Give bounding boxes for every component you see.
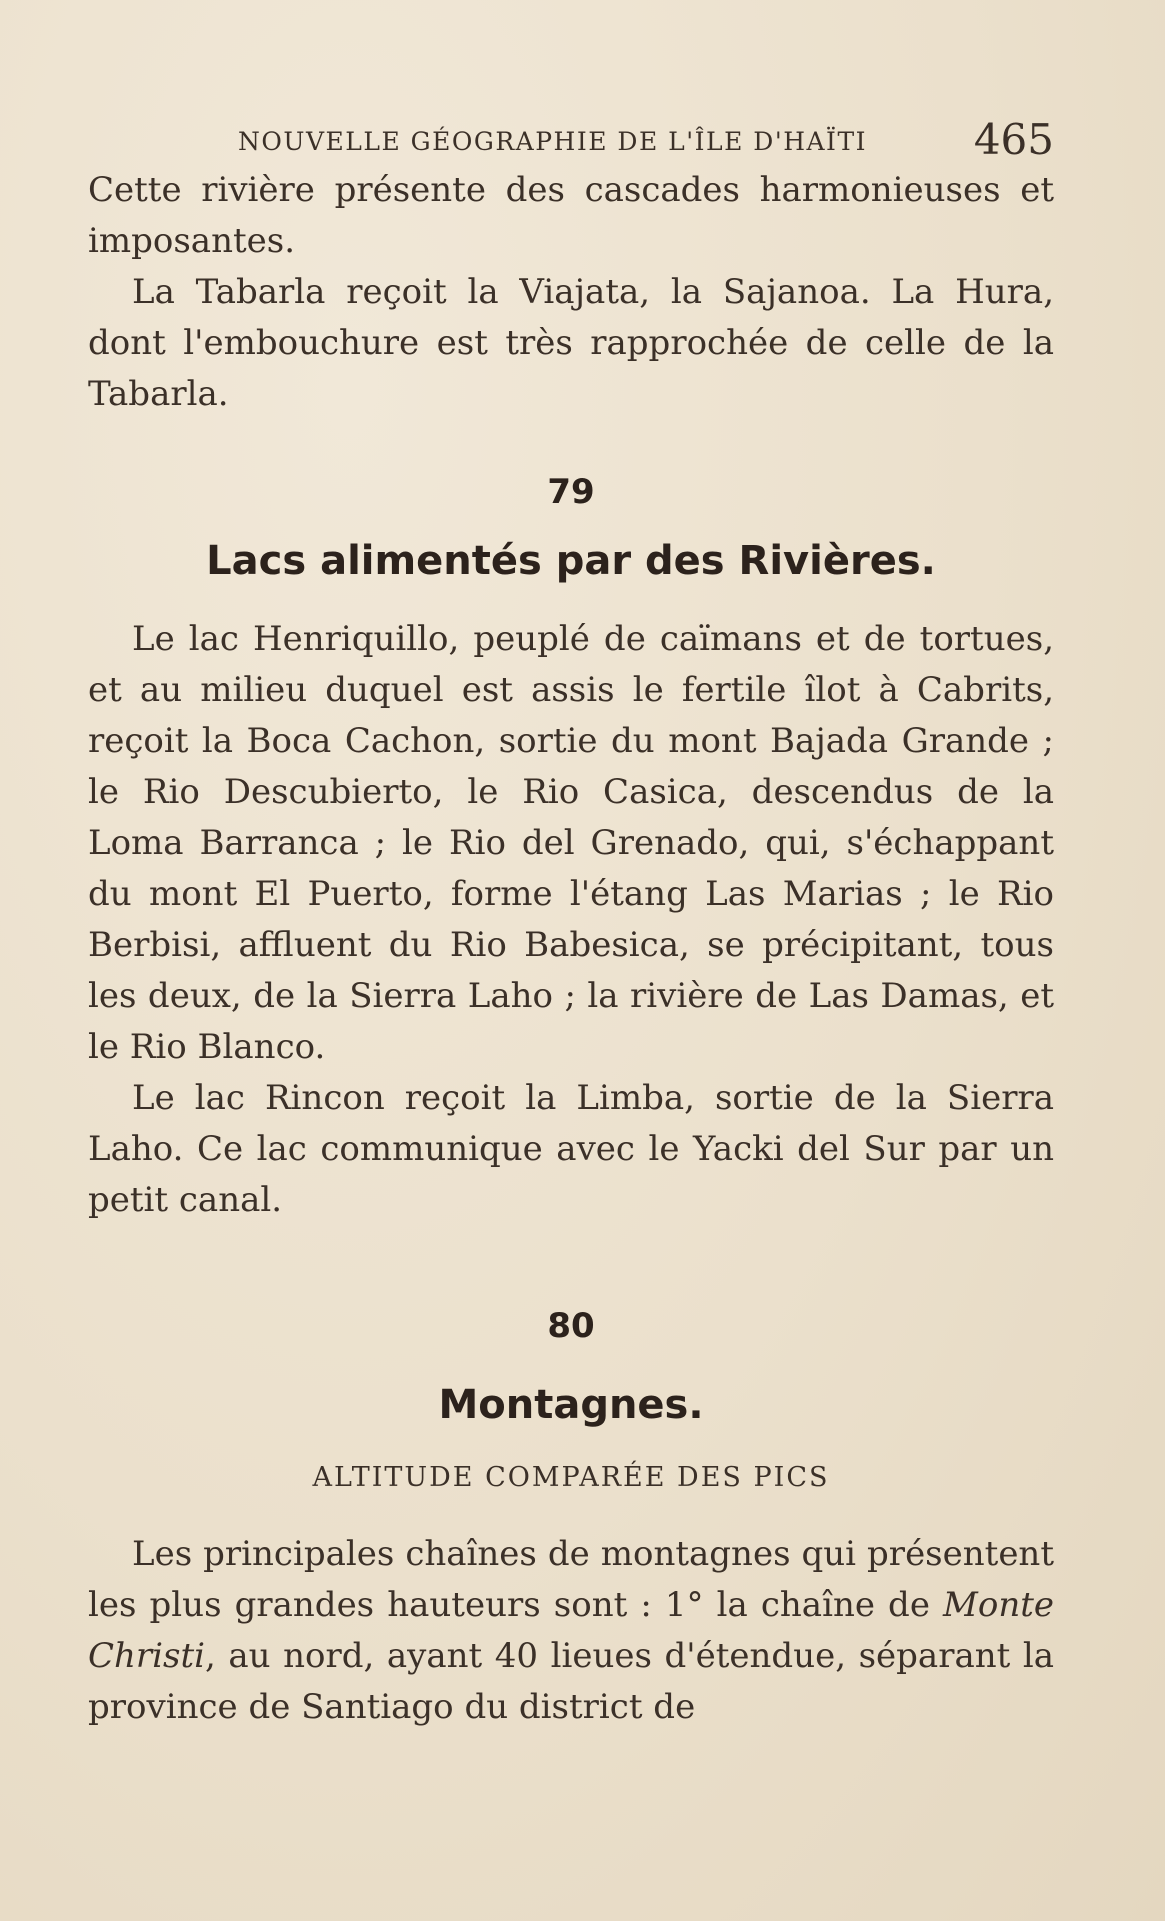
section-80-number: 80 <box>547 1306 595 1346</box>
section-80-subheading: ALTITUDE COMPARÉE DES PICS <box>312 1462 830 1493</box>
section-79-paragraph-1: Le lac Henriquillo, peuplé de caïmans et de tortues, et au milieu duquel est assis le fertile îlot à Cabrits, reçoit la Boca Cachon, sortie du mont Bajada Grande ; le Rio Descubierto, le Rio Casica, descendus de la Loma Barranca ; le Rio del Grenado, qui, s'échappant du mont El Puerto, forme l'étang Las Marias ; le Rio Berbisi, affluent du Rio Babesica, se précipitant, tous les deux, de la Sierra Laho ; la rivière de Las Damas, et le Rio Blanco. <box>88 619 1054 1067</box>
section-80-title: Montagnes. <box>438 1382 704 1428</box>
section-79-paragraph-2: Le lac Rincon reçoit la Limba, sortie de la Sierra Laho. Ce lac communique avec le Yacki del Sur par un petit canal. <box>88 1078 1054 1220</box>
page <box>88 115 1054 1733</box>
page-number: 465 <box>973 115 1054 164</box>
section-79-number: 79 <box>547 472 595 512</box>
section-79-title: Lacs alimentés par des Rivières. <box>206 538 936 584</box>
running-head-title: NOUVELLE GÉOGRAPHIE DE L'ÎLE D'HAÏTI <box>238 127 867 156</box>
monte-christi-italic: Monte Christi <box>88 1585 1054 1676</box>
section-80-paragraph-1 <box>88 1529 1054 1733</box>
intro-paragraph-2: La Tabarla reçoit la Viajata, la Sajanoa. La Hura, dont l'embouchure est très rapprochée de celle de la Tabarla. <box>88 272 1054 414</box>
running-head <box>88 115 1054 165</box>
section-80-paragraph-1-end: , au nord, ayant 40 lieues d'étendue, séparant la province de Santiago du district de <box>88 1636 1054 1727</box>
intro-paragraph-1: Cette rivière présente des cascades harmonieuses et imposantes. <box>88 170 1054 261</box>
section-80-paragraph-1-start: Les principales chaînes de montagnes qui présentent les plus grandes hauteurs sont : 1° la chaîne de <box>88 1534 1054 1625</box>
